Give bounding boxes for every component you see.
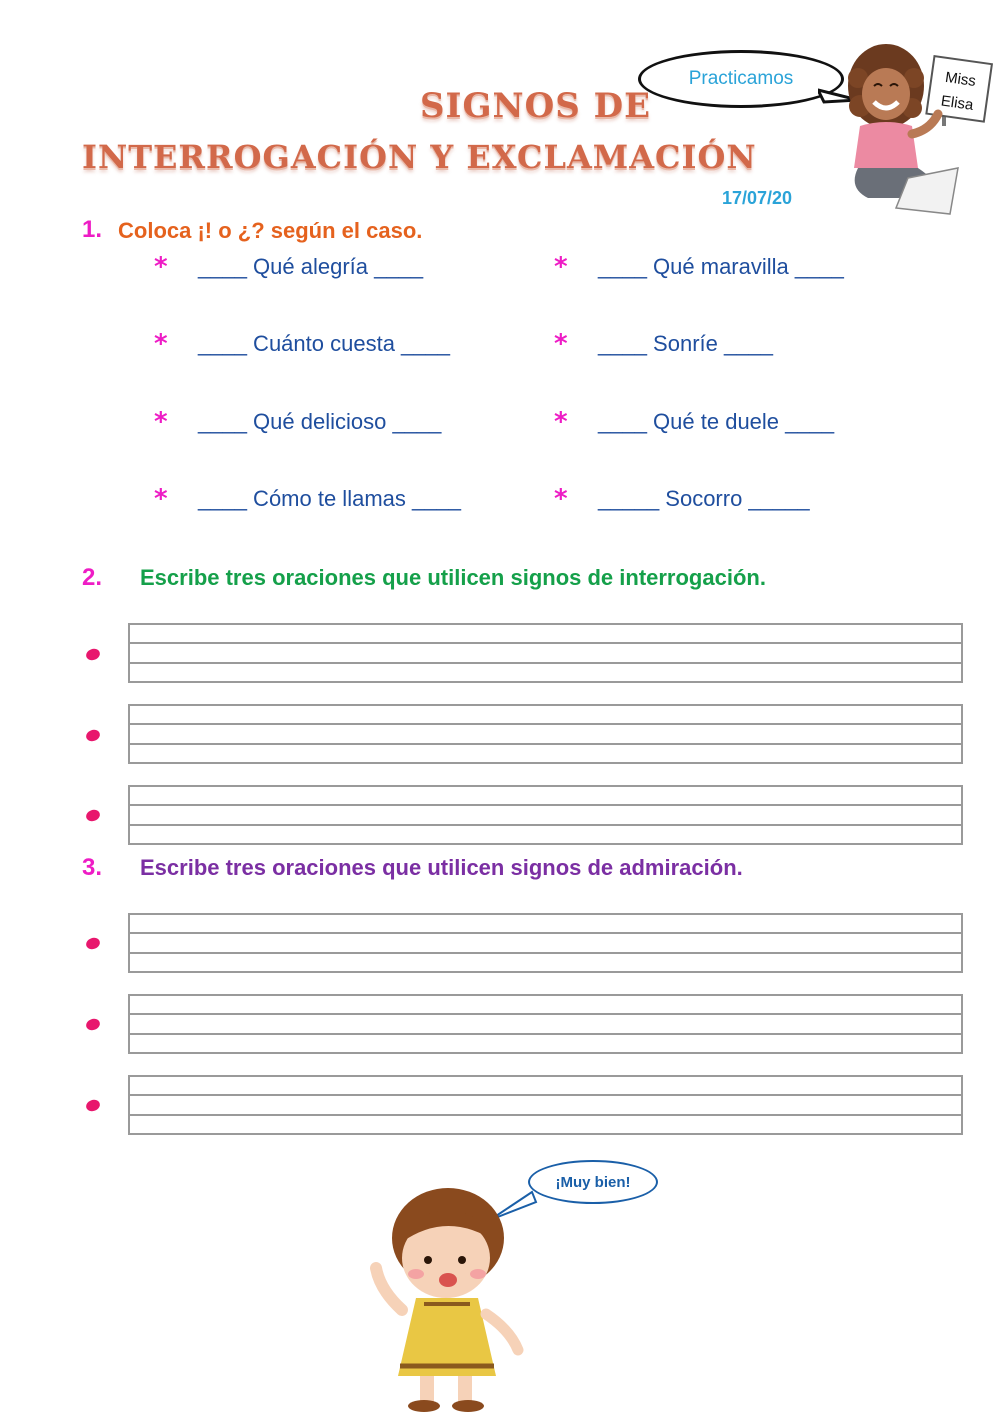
writing-lines[interactable] bbox=[128, 913, 963, 973]
bullet-dot bbox=[85, 647, 102, 662]
bullet-dot bbox=[85, 936, 102, 951]
section-2-number: 2. bbox=[82, 564, 103, 591]
writing-lines[interactable] bbox=[128, 994, 963, 1054]
exercise-left-1: ____ Qué alegría ____ bbox=[198, 254, 424, 279]
exercise-right-3: ____ Qué te duele ____ bbox=[598, 409, 835, 434]
speech-bubble-text: Practicamos bbox=[688, 68, 794, 89]
bullet-dot bbox=[85, 808, 102, 823]
exercise-left-2: ____ Cuánto cuesta ____ bbox=[198, 331, 450, 356]
exercise-star: * bbox=[554, 407, 568, 437]
section-1-instruction: Coloca ¡! o ¿? según el caso. bbox=[118, 218, 423, 243]
exercise-star: * bbox=[554, 329, 568, 359]
teacher-sign-line-2: Elisa bbox=[939, 92, 975, 114]
teacher-sign-line-1: Miss bbox=[944, 68, 977, 91]
praise-bubble bbox=[528, 1160, 658, 1204]
exercise-star: * bbox=[154, 252, 168, 282]
title-line-1: SIGNOS DE bbox=[420, 86, 651, 126]
writing-lines[interactable] bbox=[128, 623, 963, 683]
title-line-2: INTERROGACIÓN Y EXCLAMACIÓN bbox=[82, 138, 757, 176]
exercise-star: * bbox=[554, 252, 568, 282]
section-2-instruction: Escribe tres oraciones que utilicen signos de interrogación. bbox=[140, 565, 766, 590]
teacher-illustration bbox=[838, 38, 1000, 220]
exercise-right-4: _____ Socorro _____ bbox=[598, 486, 810, 511]
exercise-left-3: ____ Qué delicioso ____ bbox=[198, 409, 442, 434]
bullet-dot bbox=[85, 728, 102, 743]
writing-lines[interactable] bbox=[128, 704, 963, 764]
exercise-left-4: ____ Cómo te llamas ____ bbox=[198, 486, 461, 511]
writing-lines[interactable] bbox=[128, 785, 963, 845]
bullet-dot bbox=[85, 1017, 102, 1032]
section-3-instruction: Escribe tres oraciones que utilicen signos de admiración. bbox=[140, 855, 743, 880]
writing-lines[interactable] bbox=[128, 1075, 963, 1135]
exercise-right-1: ____ Qué maravilla ____ bbox=[598, 254, 844, 279]
bullet-dot bbox=[85, 1098, 102, 1113]
speech-bubble bbox=[638, 50, 844, 108]
exercise-star: * bbox=[154, 329, 168, 359]
date: 17/07/20 bbox=[722, 188, 793, 208]
exercise-star: * bbox=[154, 484, 168, 514]
exercise-star: * bbox=[554, 484, 568, 514]
exercise-right-2: ____ Sonríe ____ bbox=[598, 331, 773, 356]
section-1-number: 1. bbox=[82, 216, 103, 243]
praise-bubble-text: ¡Muy bien! bbox=[555, 1173, 631, 1191]
kid-illustration bbox=[350, 1180, 540, 1412]
section-3-number: 3. bbox=[82, 854, 103, 881]
exercise-star: * bbox=[154, 407, 168, 437]
